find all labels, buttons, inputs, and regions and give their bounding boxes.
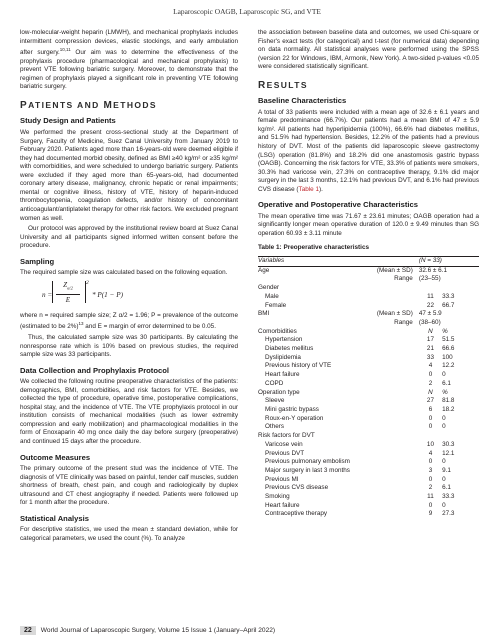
baseline-paragraph: A total of 33 patients were included with a mean age of 32.6 ± 6.1 years and female predominance (66.7%). Our patients had a mean BMI of 47 ± 5.9 kg/m². All patients had hyperlipidemia (100%), 66.6% had diabetes mellitus, and 51.5% had hypertension. Besides, 12.2% of the patients had a previous history of DVT. Most of the patients did laparoscopic sleeve gastrectomy (LSG) operation (81.8%) and 18.2% did one anastomosis gastric bypass (OAGB). Concerning the risk factors for VTE, 33.3% of patients were smokers, 30.3% had varicose vein, 27.3% on contraceptive therapy, 9.1% did major surgery in the last 3 months, 12.1% had previous DVT, and 6.1% had previous CVS disease (Table 1). bbox=[258, 108, 479, 193]
table-row: Operation type N % bbox=[258, 388, 448, 396]
table-row: Previous history of VTE 4 12.2 bbox=[265, 362, 455, 370]
equation-rhs: * P(1 − P) bbox=[92, 290, 123, 299]
table-row: Diabetes mellitus 21 66.6 bbox=[265, 345, 455, 353]
table-row: Male 11 33.3 bbox=[265, 292, 455, 300]
subheading-data-collection: Data Collection and Prophylaxis Protocol bbox=[20, 365, 169, 375]
table-row: Range (23–55) bbox=[394, 275, 441, 283]
table-row: Range (38–60) bbox=[394, 318, 441, 326]
table-link[interactable]: Table 1 bbox=[298, 185, 320, 193]
table-row: Previous DVT 4 12.1 bbox=[265, 449, 455, 457]
table-row: Contraceptive therapy 9 27.3 bbox=[265, 510, 455, 518]
subheading-outcome: Outcome Measures bbox=[20, 452, 91, 462]
intro-paragraph: low-molecular-weight heparin (LMWH), and mechanical prophylaxis includes intermittent compression devices, elastic stockings, and early ambulation after surgery.$^{10,11}$ Our aim was to determine the effectiveness of the prophylaxis procedure (pharmacological and mechanical prophylaxis) to prevent VTE following bariatric surgery. Moreover, to demonstrate that the regimen of prophylaxis played a significant role in preventing VTE following bariatric surgery. bbox=[20, 29, 239, 91]
table-row: Varicose vein 10 30.3 bbox=[265, 440, 455, 448]
table-row: Heart failure 0 0 bbox=[265, 501, 446, 509]
table-row: Female 22 66.7 bbox=[265, 301, 455, 309]
running-head: Laparoscopic OAGB, Laparoscopic SG, and VTE bbox=[173, 7, 321, 16]
protocol-paragraph: Our protocol was approved by the institutional review board at Suez Canal University and all participants signed informed written consent before the procedure. bbox=[20, 225, 238, 250]
statistics-paragraph: For descriptive statistics, we used the mean ± standard deviation, while for categorical parameters, we used the count (%). To analyze bbox=[20, 526, 238, 542]
table-row: Risk factors for DVT bbox=[258, 432, 315, 440]
operative-paragraph: The mean operative time was 71.67 ± 23.61 minutes; OAGB operation had a significantly longer mean operative duration of 120.0 ± 9.49 minutes than SG operation 60.93 ± 3.11 minute bbox=[258, 212, 479, 237]
equation-lhs: n = bbox=[42, 290, 53, 299]
table-row: Others 0 0 bbox=[265, 423, 446, 431]
table-row: COPD 2 6.1 bbox=[265, 379, 451, 387]
equation-exponent: 2 bbox=[86, 279, 89, 286]
table-row: Gender bbox=[258, 284, 280, 292]
table-header-variables: Variables bbox=[258, 257, 419, 267]
table-row: Previous pulmonary embolism 0 0 bbox=[265, 458, 446, 466]
table-row: Mini gastric bypass 6 18.2 bbox=[265, 405, 455, 413]
table-header-n: (N = 33) bbox=[419, 257, 479, 267]
design-paragraph: We performed the present cross-sectional study at the Department of Surgery, Faculty of Medicine, Suez Canal University from January 2019 to February 2020. Patients aged more than 16-years-old were deemed eligible if they had documented morbid obesity, defined as BMI ≥40 kg/m² or ≥35 kg/m² with comorbidities, and were scheduled to undergo bariatric surgery. Patients were excluded if they aged more than 65-years-old, had documented coronary artery disease, malignancy, chronic hepatic or renal impairments; mental or cognitive illness, history of VTE, history of heparin-induced thrombocytopenia, coagulation defects, and/or history of concomitant anticoagulant/antiplatelet therapy for other risk factors. We excluded pregnant women as well. bbox=[20, 129, 238, 222]
table-row: Smoking 11 33.3 bbox=[265, 493, 455, 501]
subheading-study-design: Study Design and Patients bbox=[20, 116, 116, 126]
page-footer bbox=[20, 626, 275, 635]
table-caption: Table 1: Preoperative characteristics bbox=[258, 244, 370, 252]
left-column bbox=[20, 29, 238, 545]
sampling-result: Thus, the calculated sample size was 30 participants. By calculating the nonresponse rate which is 10% based on previous studies, the required sample size was 33 participants. bbox=[20, 333, 238, 359]
table-row: Previous CVS disease 2 6.1 bbox=[265, 484, 451, 492]
table-row: Hypertension 17 51.5 bbox=[265, 336, 455, 344]
equation-fraction: $\frac{Z_{\alpha/2}}{E}$ bbox=[56, 281, 80, 305]
data-collection-paragraph: We collected the following routine preoperative characteristics of the patients: demographics, BMI, comorbidities, and risk factors for VTE. Besides, we collected the type of procedure, operative time, postoperative complications, hospital stay, and the incidence of VTE. The VTE prophylaxis protocol in our institution consists of mechanical modalities (such as lower extremity compression and early mobilization) and pharmacological modalities in the form of Enoxaparin 40 mg once daily the day before surgery (preoperative) and continued 15 days after the procedure. bbox=[20, 378, 238, 445]
journal-name: World Journal of Laparoscopic Surgery, Volume 15 Issue 1 (January–April 2022) bbox=[40, 627, 276, 634]
table-row: Roux-en-Y operation 0 0 bbox=[265, 414, 446, 422]
table-row: Previous MI 0 0 bbox=[265, 475, 446, 483]
page-number: 22 bbox=[20, 626, 36, 635]
section-heading-results: RESULTS bbox=[258, 79, 308, 91]
outcome-paragraph: The primary outcome of the present stud was the incidence of VTE. The diagnosis of VTE clinically was based on painful, tender calf muscles, sudden shortness of breath, chest pain, and cough and radiologically by duplex ultrasound and CT chest angiography if needed. Patients were followed up for 1 month after the procedure. bbox=[20, 465, 238, 507]
sampling-definitions: where n = required sample size; Z α/2 = 1.96; P = prevalence of the outcome (estimated to be 2%)$^{13}$ and E = margin of error determined to be 0.05. bbox=[20, 311, 238, 331]
citation: 10,11 bbox=[59, 47, 71, 53]
subheading-sampling: Sampling bbox=[20, 256, 55, 266]
sampling-paragraph: The required sample size was calculated based on the following equation. bbox=[20, 269, 228, 277]
subheading-baseline: Baseline Characteristics bbox=[258, 96, 347, 106]
subheading-operative: Operative and Postoperative Characteristics bbox=[258, 200, 418, 210]
sample-size-equation bbox=[20, 281, 238, 309]
table-row: Age (Mean ± SD) 32.6 ± 6.1 bbox=[258, 266, 448, 274]
table-row: Dyslipidemia 33 100 bbox=[265, 353, 453, 361]
preoperative-table bbox=[258, 256, 479, 519]
section-heading-patients-methods: PATIENTS AND METHODS bbox=[20, 99, 157, 111]
table-row: Major surgery in last 3 months 3 9.1 bbox=[265, 466, 451, 474]
analysis-paragraph: the association between baseline data and outcomes, we used Chi-square or Fisher's exact tests (for categorical) and t-test (for numerical data) depending on data normality. All statistical analyses were performed using the SPSS (version 22 for Windows, IBM, Armonk, New York). A two-sided p-values <0.05 were considered statistically significant. bbox=[258, 29, 479, 71]
right-column bbox=[258, 29, 479, 519]
table-row: Comorbidities N % bbox=[258, 327, 448, 335]
table-row: BMI (Mean ± SD) 47 ± 5.9 bbox=[258, 310, 442, 318]
table-row: Sleeve 27 81.8 bbox=[265, 397, 455, 405]
subheading-statistics: Statistical Analysis bbox=[20, 513, 89, 523]
table-row: Heart failure 0 0 bbox=[265, 371, 446, 379]
